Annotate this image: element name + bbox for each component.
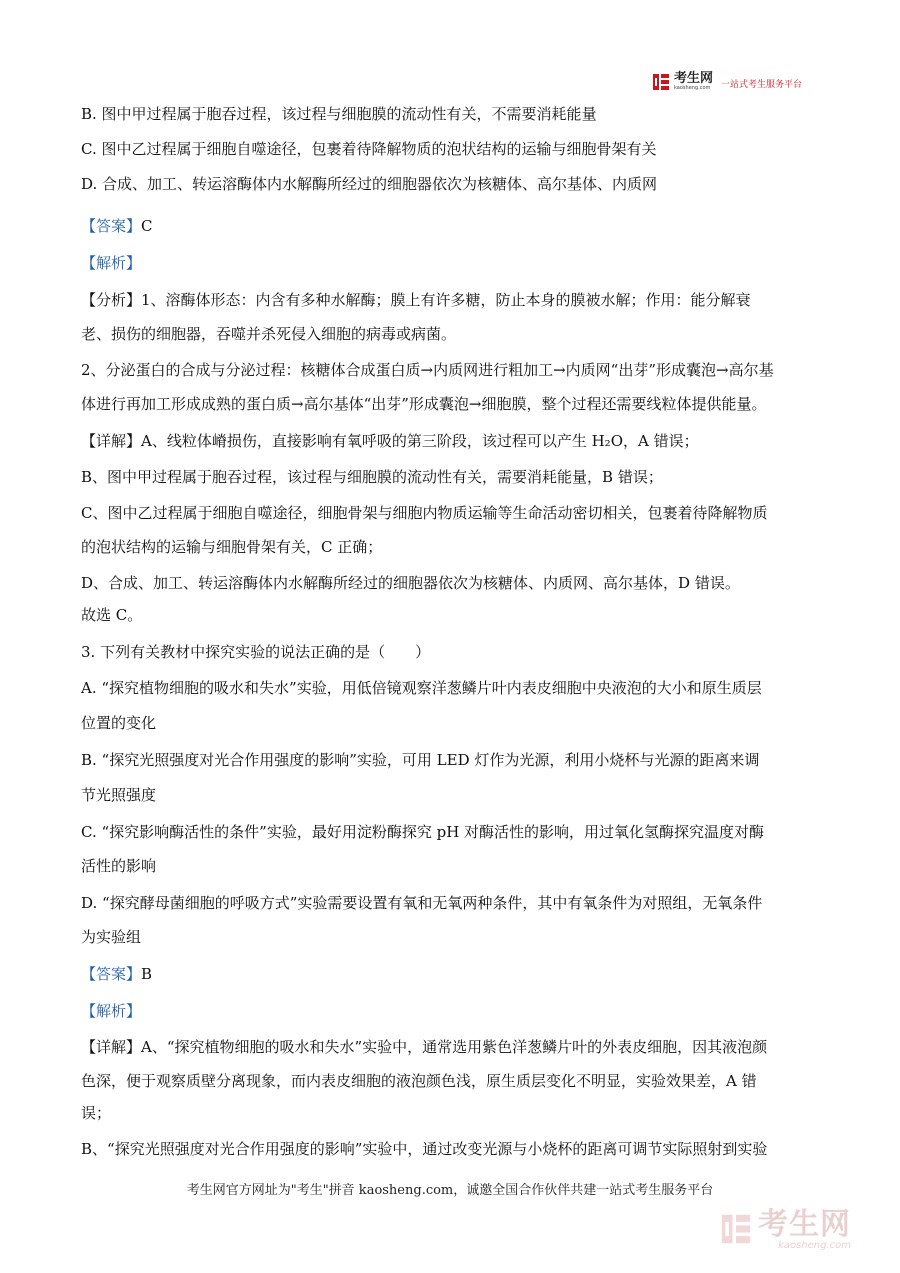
line-text: 老、损伤的细胞器，吞噬并杀死侵入细胞的病毒或病菌。 <box>81 325 457 343</box>
line-text: B. 图中甲过程属于胞吞过程，该过程与细胞膜的流动性有关，不需要消耗能量 <box>81 105 597 123</box>
text-line <box>81 537 382 557</box>
line-text: 的泡状结构的运输与细胞骨架有关，C 正确； <box>81 538 383 556</box>
line-text: 2、分泌蛋白的合成与分泌过程：核糖体合成蛋白质→内质网进行粗加工→内质网“出芽”形成囊泡→高尔基 <box>81 361 774 379</box>
text-line <box>81 1139 767 1159</box>
text-line <box>81 394 766 414</box>
line-text: A. “探究植物细胞的吸水和失水”实验，用低倍镜观察洋葱鳞片叶内表皮细胞中央液泡的大小和原生质层 <box>81 679 762 697</box>
text-line <box>81 713 156 733</box>
text-line <box>81 678 762 698</box>
text-line <box>81 503 767 523</box>
line-text: 为实验组 <box>81 928 142 946</box>
line-text: C. 图中乙过程属于细胞自噬途径，包裹着待降解物质的泡状结构的运输与细胞骨架有关 <box>81 140 657 158</box>
text-line <box>81 174 657 194</box>
line-text: B. “探究光照强度对光合作用强度的影响”实验，可用 LED 灯作为光源，利用小烧杯与光源的距离来调 <box>81 751 760 769</box>
text-line <box>81 104 597 124</box>
watermark-name: 考生网 <box>758 1207 851 1242</box>
text-line <box>81 1037 767 1057</box>
text-line <box>81 324 456 344</box>
logo-slogan: 一站式考生服务平台 <box>721 80 803 90</box>
text-line <box>81 856 156 876</box>
section-tag: 【解析】 <box>81 1002 142 1020</box>
line-text: 3. 下列有关教材中探究实验的说法正确的是（ ） <box>81 643 431 661</box>
watermark-domain: kaosheng.com <box>778 1240 851 1251</box>
logo-name: 考生网 <box>674 71 714 86</box>
line-text: D、合成、加工、转运溶酶体内水解酶所经过的细胞器依次为核糖体、内质网、高尔基体，D 错误。 <box>81 574 740 592</box>
line-text: 节光照强度 <box>81 786 157 804</box>
section-tag: 【解析】 <box>81 254 142 272</box>
line-text: B <box>141 965 153 983</box>
text-line <box>81 360 774 380</box>
page-footer: 考生网官方网址为"考生"拼音 kaosheng.com，诚邀全国合作伙伴共建一站式考生服务平台 <box>186 1183 714 1198</box>
text-line <box>81 139 656 159</box>
text-line <box>81 642 430 662</box>
header-logo <box>652 72 802 91</box>
line-text: C. “探究影响酶活性的条件”实验，最好用淀粉酶探究 pH 对酶活性的影响，用过氧化氢酶探究温度对酶 <box>81 823 765 841</box>
section-tag-line <box>81 253 141 273</box>
text-line <box>81 785 156 805</box>
logo-text <box>674 72 713 91</box>
text-line <box>81 750 759 770</box>
line-text: 色深，便于观察质壁分离现象，而内表皮细胞的液泡颜色浅，原生质层变化不明显，实验效果差，A 错 <box>81 1072 757 1090</box>
line-text: 活性的影响 <box>81 857 157 875</box>
line-text: B、图中甲过程属于胞吞过程，该过程与细胞膜的流动性有关，需要消耗能量，B 错误； <box>81 468 663 486</box>
text-line <box>81 605 142 625</box>
text-line <box>81 1071 757 1091</box>
text-line <box>81 290 751 310</box>
section-tag-line <box>81 1001 141 1021</box>
section-tag: 【答案】 <box>81 965 142 983</box>
kaosheng-watermark-icon <box>720 1213 752 1249</box>
text-line <box>81 927 141 947</box>
line-text: 【详解】A、线粒体嵴损伤，直接影响有氧呼吸的第三阶段，该过程可以产生 H₂O，A 错误； <box>81 432 699 450</box>
section-tag-line <box>81 216 153 236</box>
line-text: 【分析】1、溶酶体形态：内含有多种水解酶；膜上有许多糖，防止本身的膜被水解；作用：能分解衰 <box>81 291 751 309</box>
text-line <box>81 431 699 451</box>
line-text: 故选 C。 <box>81 606 143 624</box>
line-text: D. “探究酵母菌细胞的呼吸方式”实验需要设置有氧和无氧两种条件，其中有氧条件为对照组，无氧条件 <box>81 894 763 912</box>
line-text: 【详解】A、“探究植物细胞的吸水和失水”实验中，通常选用紫色洋葱鳞片叶的外表皮细胞，因其液泡颜 <box>81 1038 768 1056</box>
logo-domain: kaosheng.com <box>674 85 711 91</box>
text-line <box>81 573 740 593</box>
text-line <box>81 822 764 842</box>
line-text: B、“探究光照强度对光合作用强度的影响”实验中，通过改变光源与小烧杯的距离可调节实际照射到实验 <box>81 1140 768 1158</box>
text-line <box>81 467 663 487</box>
line-text: D. 合成、加工、转运溶酶体内水解酶所经过的细胞器依次为核糖体、高尔基体、内质网 <box>81 175 658 193</box>
line-text: C、图中乙过程属于细胞自噬途径，细胞骨架与细胞内物质运输等生命活动密切相关，包裹着待降解物质 <box>81 504 768 522</box>
section-tag: 【答案】 <box>81 217 142 235</box>
text-line <box>81 893 762 913</box>
kaosheng-logo-icon <box>652 73 670 91</box>
line-text: 误； <box>81 1104 112 1122</box>
watermark <box>720 1207 851 1251</box>
line-text: 体进行再加工形成成熟的蛋白质→高尔基体“出芽”形成囊泡→细胞膜，整个过程还需要线粒体提供能量。 <box>81 395 767 413</box>
section-tag-line <box>81 964 152 984</box>
line-text: 位置的变化 <box>81 714 157 732</box>
text-line <box>81 1103 111 1123</box>
line-text: C <box>141 217 153 235</box>
